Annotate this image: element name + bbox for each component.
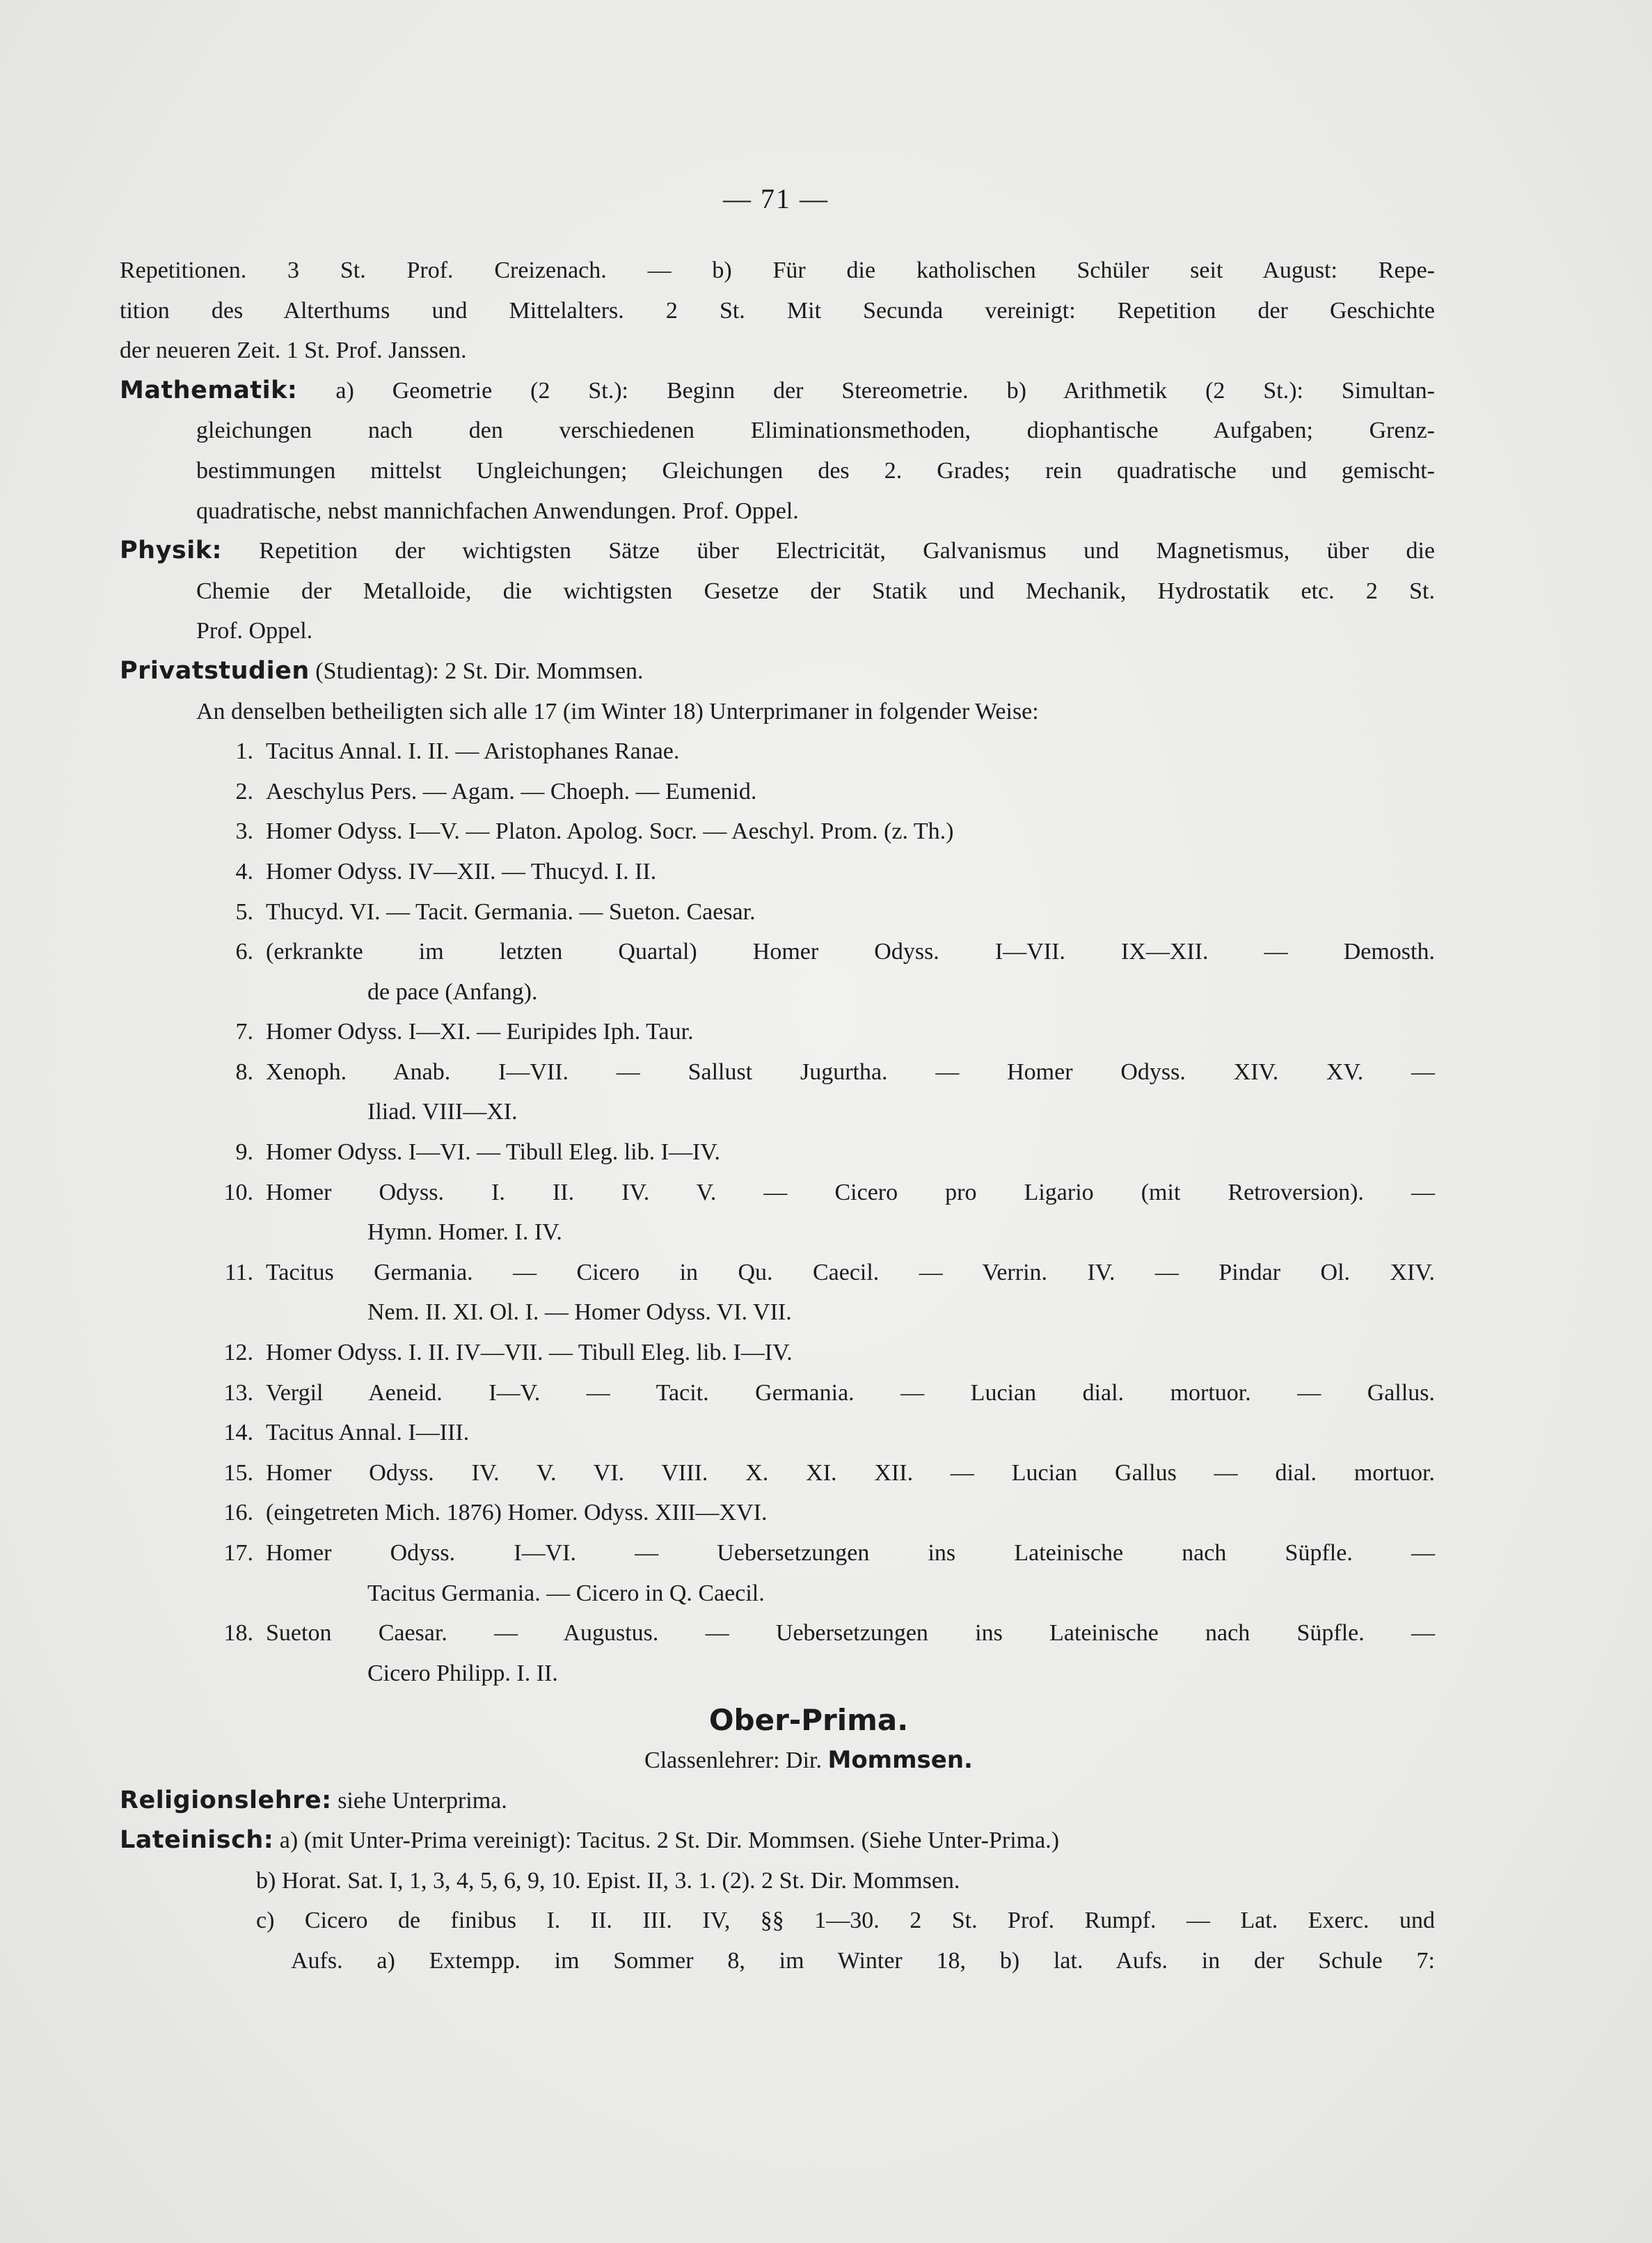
list-item: 17. Homer Odyss. I—VI. — Uebersetzungen ins Lateinische nach Süpfle. — [223,1540,1435,1566]
page-number: — 71 — [723,183,829,214]
text-line: Aufs. a) Extempp. im Sommer 8, im Winter 18, b) lat. Aufs. in der Schule 7: [291,1947,1435,1974]
list-item: 15. Homer Odyss. IV. V. VI. VIII. X. XI. XII. — Lucian Gallus — dial. mortuor. [223,1459,1435,1486]
list-item: 8. Xenoph. Anab. I—VII. — Sallust Jugurtha. — Homer Odyss. XIV. XV. — [235,1059,1435,1085]
section-title: Ober-Prima. [708,1703,909,1738]
text-line: Repetitionen. 3 St. Prof. Creizenach. — b) Für die katholischen Schüler seit August: Repe- [120,257,1435,283]
list-item: 14. Tacitus Annal. I—III. [223,1420,470,1446]
list-item: 2. Aeschylus Pers. — Agam. — Choeph. — Eumenid. [235,778,757,805]
list-item: 11. Tacitus Germania. — Cicero in Qu. Caecil. — Verrin. IV. — Pindar Ol. XIV. [224,1259,1435,1285]
text-line: Tacitus Germania. — Cicero in Q. Caecil. [367,1580,765,1606]
section-religionslehre: Religionslehre: siehe Unterprima. [120,1786,507,1814]
section-heading: Religionslehre: [120,1786,332,1814]
list-item: 1. Tacitus Annal. I. II. — Aristophanes Ranae. [235,738,680,765]
section-heading: Physik: [120,537,222,565]
list-item: 12. Homer Odyss. I. II. IV—VII. — Tibull Eleg. lib. I—IV. [223,1340,793,1366]
class-teacher: Classenlehrer: Dir. Mommsen. [644,1745,973,1774]
section-heading: Privatstudien [120,656,310,685]
list-item: 3. Homer Odyss. I—V. — Platon. Apolog. Socr. — Aeschyl. Prom. (z. Th.) [235,818,954,845]
section-heading: Lateinisch: [120,1826,274,1855]
section-privatstudien: Privatstudien (Studientag): 2 St. Dir. Mommsen. [120,656,644,685]
section-mathematik: Mathematik: a) Geometrie (2 St.): Beginn der Stereometrie. b) Arithmetik (2 St.): Simultan- [120,376,1436,404]
text-line: Chemie der Metalloide, die wichtigsten Gesetze der Statik und Mechanik, Hydrostatik etc. 2 St. [196,578,1435,604]
list-item: 13. Vergil Aeneid. I—V. — Tacit. Germania. — Lucian dial. mortuor. — Gallus. [223,1379,1435,1406]
text-line: quadratische, nebst mannichfachen Anwendungen. Prof. Oppel. [196,498,799,524]
text-line: Cicero Philipp. I. II. [367,1660,558,1686]
text-line: b) Horat. Sat. I, 1, 3, 4, 5, 6, 9, 10. Epist. II, 3. 1. (2). 2 St. Dir. Mommsen. [256,1867,960,1894]
text-line: gleichungen nach den verschiedenen Eliminationsmethoden, diophantische Aufgaben; Grenz- [196,418,1435,444]
list-item: 7. Homer Odyss. I—XI. — Euripides Iph. Taur. [235,1019,694,1045]
section-heading: Mathematik: [120,376,298,404]
text-line: Iliad. VIII—XI. [367,1099,518,1125]
list-item: 9. Homer Odyss. I—VI. — Tibull Eleg. lib. I—IV. [235,1139,720,1166]
text-line: c) Cicero de finibus I. II. III. IV, §§ 1—30. 2 St. Prof. Rumpf. — Lat. Exerc. und [256,1908,1435,1934]
page-text [120,251,1435,1981]
text-line: der neueren Zeit. 1 St. Prof. Janssen. [120,338,467,364]
list-item: 10. Homer Odyss. I. II. IV. V. — Cicero pro Ligario (mit Retroversion). — [223,1179,1435,1205]
list-item: 6. (erkrankte im letzten Quartal) Homer Odyss. I—VII. IX—XII. — Demosth. [235,939,1435,965]
section-physik: Physik: Repetition der wichtigsten Sätze über Electricität, Galvanismus und Magnetismus, über die [120,537,1436,565]
text-line: An denselben betheiligten sich alle 17 (im Winter 18) Unterprimaner in folgender Weise: [196,698,1039,724]
text-line: Nem. II. XI. Ol. I. — Homer Odyss. VI. VII. [367,1299,792,1326]
text-line: tition des Alterthums und Mittelalters. 2 St. Mit Secunda vereinigt: Repetition der Geschichte [120,297,1435,324]
section-lateinisch: Lateinisch: a) (mit Unter-Prima vereinigt): Tacitus. 2 St. Dir. Mommsen. (Siehe Unter-Prima.) [120,1826,1060,1855]
text-line: Prof. Oppel. [196,618,313,644]
list-item: 5. Thucyd. VI. — Tacit. Germania. — Sueton. Caesar. [235,898,756,925]
text-line: Hymn. Homer. I. IV. [367,1219,562,1246]
list-item: 4. Homer Odyss. IV—XII. — Thucyd. I. II. [235,858,657,885]
list-item: 16. (eingetreten Mich. 1876) Homer. Odyss. XIII—XVI. [223,1500,768,1526]
list-item: 18. Sueton Caesar. — Augustus. — Uebersetzungen ins Lateinische nach Süpfle. — [223,1620,1435,1647]
text-line: de pace (Anfang). [367,978,538,1005]
text-line: bestimmungen mittelst Ungleichungen; Gleichungen des 2. Grades; rein quadratische und gemischt- [196,457,1435,484]
